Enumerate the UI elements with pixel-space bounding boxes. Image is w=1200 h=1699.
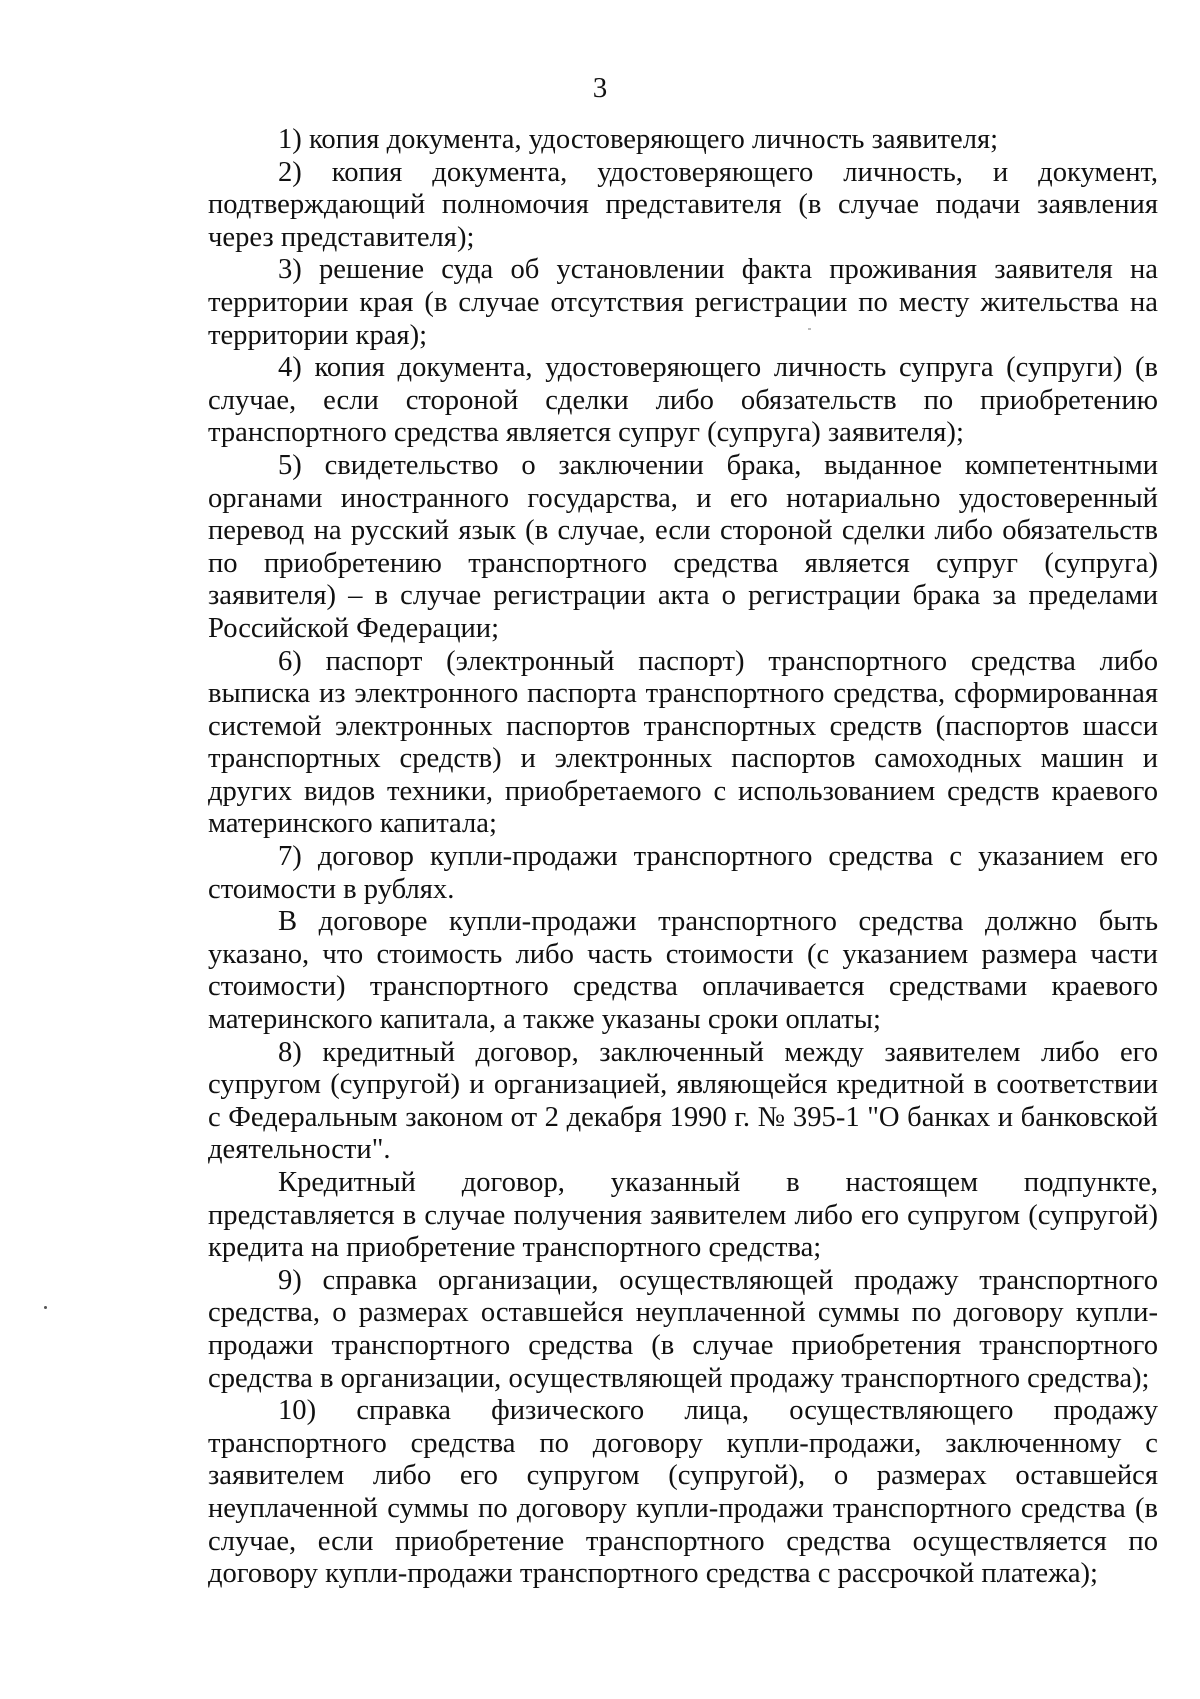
page-number: 3 bbox=[592, 72, 608, 104]
list-item-2: 2) копия документа, удостоверяющего личность, и документ, подтверждающий полномочия представителя (в случае подачи заявления через представителя); bbox=[208, 156, 1158, 253]
list-item-7-note: В договоре купли-продажи транспортного средства должно быть указано, что стоимость либо часть стоимости (с указанием размера части стоимости) транспортного средства оплачивается средствами краевого материнского капитала, а также указаны сроки оплаты; bbox=[208, 906, 1158, 1036]
list-item-10: 10) справка физического лица, осуществляющего продажу транспортного средства по договору купли-продажи, заключенному с заявителем либо его супругом (супругой), о размерах оставшейся неуплаченной суммы по договору купли-продажи транспортного средства (в случае, если приобретение транспортного средства осуществляется по договору купли-продажи транспортного средства с рассрочкой платежа); bbox=[208, 1395, 1158, 1590]
list-item-3: 3) решение суда об установлении факта проживания заявителя на территории края (в случае отсутствия регистрации по месту жительства на территории края); bbox=[208, 254, 1158, 351]
document-body bbox=[208, 124, 1158, 1591]
list-item-7: 7) договор купли-продажи транспортного средства с указанием его стоимости в рублях. bbox=[208, 841, 1158, 905]
list-item-8: 8) кредитный договор, заключенный между заявителем либо его супругом (супругой) и организацией, являющейся кредитной в соответствии с Федеральным законом от 2 декабря 1990 г. № 395-1 "О банках и банковской деятельности". bbox=[208, 1036, 1158, 1166]
list-item-5: 5) свидетельство о заключении брака, выданное компетентными органами иностранного государства, и его нотариально удостоверенный перевод на русский язык (в случае, если стороной сделки либо обязательств по приобретению транспортного средства является супруг (супруга) заявителя) – в случае регистрации акта о регистрации брака за пределами Российской Федерации; bbox=[208, 449, 1158, 644]
list-item-6: 6) паспорт (электронный паспорт) транспортного средства либо выписка из электронного паспорта транспортного средства, сформированная системой электронных паспортов транспортных средств (паспортов шасси транспортных средств) и электронных паспортов самоходных машин и других видов техники, приобретаемого с использованием средств краевого материнского капитала; bbox=[208, 645, 1158, 840]
list-item-8-note: Кредитный договор, указанный в настоящем подпункте, представляется в случае получения заявителем либо его супругом (супругой) кредита на приобретение транспортного средства; bbox=[208, 1167, 1158, 1264]
scan-mark bbox=[808, 328, 811, 330]
scan-speck bbox=[44, 1306, 47, 1309]
list-item-9: 9) справка организации, осуществляющей продажу транспортного средства, о размерах оставшейся неуплаченной суммы по договору купли-продажи транспортного средства (в случае приобретения транспортного средства в организации, осуществляющей продажу транспортного средства); bbox=[208, 1264, 1158, 1394]
list-item-4: 4) копия документа, удостоверяющего личность супруга (супруги) (в случае, если стороной сделки либо обязательств по приобретению транспортного средства является супруг (супруга) заявителя); bbox=[208, 352, 1158, 449]
list-item-1: 1) копия документа, удостоверяющего личность заявителя; bbox=[278, 124, 999, 155]
